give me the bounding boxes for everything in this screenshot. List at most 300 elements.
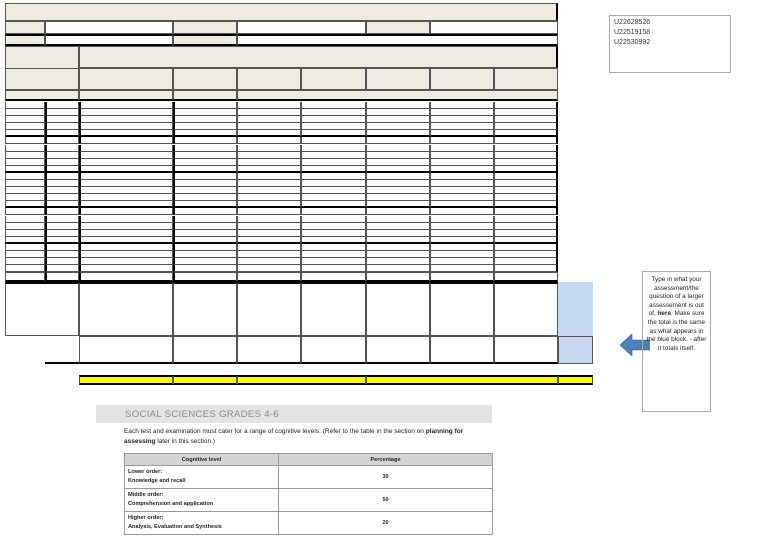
data-row-cell[interactable] [430,102,494,109]
data-row-cell[interactable] [366,208,430,215]
data-row-cell[interactable] [494,244,558,251]
data-row-cell[interactable] [79,194,173,201]
total-blue-cell[interactable] [558,336,593,364]
data-row-cell[interactable] [494,272,558,282]
data-row-cell[interactable] [301,194,366,201]
table-row [125,489,493,512]
info-cell[interactable] [237,21,366,34]
data-row-cell[interactable] [237,152,301,159]
data-row-cell[interactable] [430,137,494,144]
data-row-cell[interactable] [45,152,79,159]
data-row-cell[interactable] [366,216,430,223]
document-intro-start: Each test and examination must cater for a range of cognitive levels. (Refer to the table in the section on [124,428,424,435]
data-row-cell[interactable] [5,187,45,194]
marks-cell[interactable] [237,336,301,364]
data-row-cell[interactable] [5,145,45,152]
info-cell[interactable] [173,34,237,46]
data-row-cell[interactable] [494,173,558,180]
data-row-cell[interactable] [79,230,173,237]
data-row-cell[interactable] [301,180,366,187]
data-row-cell[interactable] [45,208,79,215]
data-row-cell[interactable] [45,272,79,282]
data-row-cell[interactable] [301,201,366,208]
data-row-cell[interactable] [301,208,366,215]
data-row-cell[interactable] [5,230,45,237]
data-row-cell[interactable] [366,152,430,159]
data-row-cell[interactable] [430,130,494,137]
data-row-cell[interactable] [237,251,301,258]
data-row-cell[interactable] [301,216,366,223]
data-row-cell[interactable] [366,145,430,152]
data-row-cell[interactable] [237,180,301,187]
data-row-cell[interactable] [45,145,79,152]
data-row-cell[interactable] [173,208,237,215]
data-row-cell[interactable] [45,123,79,130]
summary-cell[interactable] [79,282,173,336]
document-heading: SOCIAL SCIENCES GRADES 4-6 [125,409,280,420]
data-row-cell[interactable] [45,159,79,166]
data-row-cell[interactable] [79,201,173,208]
marks-cell[interactable] [79,336,173,364]
data-row-cell[interactable] [430,187,494,194]
header-cell[interactable] [366,68,430,90]
level-name: Higher order: [128,515,164,521]
data-row-cell[interactable] [430,109,494,116]
cognitive-level-table [124,453,493,535]
data-row-cell[interactable] [430,166,494,173]
data-row-cell[interactable] [5,109,45,116]
header-cell[interactable] [79,68,173,90]
column-header-level: Cognitive level [125,454,279,466]
data-row-cell[interactable] [301,145,366,152]
data-row-cell[interactable] [5,152,45,159]
data-row-cell[interactable] [237,265,301,272]
data-row-cell[interactable] [45,130,79,137]
data-row-cell[interactable] [5,251,45,258]
data-row-cell[interactable] [5,130,45,137]
level-detail: Comprehension and application [128,501,214,507]
data-row-cell[interactable] [237,194,301,201]
data-row-cell[interactable] [494,130,558,137]
data-row-cell[interactable] [173,187,237,194]
data-row-cell[interactable] [173,272,237,282]
data-row-cell[interactable] [301,173,366,180]
data-row-cell[interactable] [366,265,430,272]
header-cell[interactable] [173,68,237,90]
header-cell[interactable] [173,90,237,101]
data-row-cell[interactable] [45,251,79,258]
data-row-cell[interactable] [173,130,237,137]
data-row-cell[interactable] [430,208,494,215]
data-row-cell[interactable] [430,194,494,201]
data-row-cell[interactable] [45,244,79,251]
percentage-cell: 20 [279,512,493,535]
student-id-3: U22530992 [614,39,651,46]
data-row-cell[interactable] [366,180,430,187]
data-row-cell[interactable] [79,109,173,116]
info-cell[interactable] [45,21,173,34]
data-row-cell[interactable] [173,159,237,166]
data-row-cell[interactable] [366,159,430,166]
level-detail: Analysis, Evaluation and Synthesis [128,524,222,530]
summary-cell[interactable] [5,282,79,336]
data-row-cell[interactable] [366,201,430,208]
data-row-cell[interactable] [494,102,558,109]
percentage-cell: 30 [279,466,493,489]
data-row-cell[interactable] [173,137,237,144]
data-row-cell[interactable] [430,258,494,265]
level-cell [125,466,279,489]
info-cell[interactable] [45,34,173,46]
data-row-cell[interactable] [45,137,79,144]
info-cell[interactable] [5,34,45,46]
data-row-cell[interactable] [79,130,173,137]
marks-cell[interactable] [301,336,366,364]
data-row-cell[interactable] [173,244,237,251]
data-row-cell[interactable] [45,201,79,208]
data-row-cell[interactable] [494,159,558,166]
data-row-cell[interactable] [237,102,301,109]
data-row-cell[interactable] [494,137,558,144]
data-row-cell[interactable] [494,123,558,130]
data-row-cell[interactable] [79,102,173,109]
data-row-cell[interactable] [494,201,558,208]
data-row-cell[interactable] [237,187,301,194]
instruction-text-start: Type in what your assessment/the question of a larger assessement is out of, [648,276,704,318]
data-row-cell[interactable] [366,137,430,144]
data-row-cell[interactable] [237,109,301,116]
data-row-cell[interactable] [430,216,494,223]
data-row-cell[interactable] [45,216,79,223]
data-row-cell[interactable] [494,223,558,230]
data-row-cell[interactable] [5,123,45,130]
data-row-cell[interactable] [45,109,79,116]
data-row-cell[interactable] [366,116,430,123]
data-row-cell[interactable] [494,187,558,194]
data-row-cell[interactable] [430,116,494,123]
summary-cell[interactable] [430,282,494,336]
data-row-cell[interactable] [5,201,45,208]
data-row-cell[interactable] [173,102,237,109]
title-band[interactable] [5,3,558,21]
data-row-cell[interactable] [45,173,79,180]
data-row-cell[interactable] [45,166,79,173]
marks-cell[interactable] [366,336,430,364]
data-row-cell[interactable] [173,230,237,237]
data-row-cell[interactable] [237,173,301,180]
data-row-cell[interactable] [301,187,366,194]
data-row-cell[interactable] [494,145,558,152]
data-row-cell[interactable] [79,116,173,123]
data-row-cell[interactable] [45,102,79,109]
data-row-cell[interactable] [301,223,366,230]
instruction-note[interactable] [642,271,711,412]
data-row-cell[interactable] [5,173,45,180]
total-cell[interactable] [173,375,237,385]
data-row-cell[interactable] [430,244,494,251]
blue-block[interactable] [558,282,593,336]
info-cell[interactable] [430,21,558,34]
data-row-cell[interactable] [173,258,237,265]
summary-cell[interactable] [237,282,301,336]
data-row-cell[interactable] [494,237,558,244]
data-row-cell[interactable] [5,159,45,166]
data-row-cell[interactable] [173,145,237,152]
level-detail: Knowledge and recall [128,478,186,484]
data-row-cell[interactable] [301,230,366,237]
column-header-percentage: Percentage [279,454,493,466]
data-row-cell[interactable] [301,109,366,116]
data-row-cell[interactable] [494,265,558,272]
data-row-cell[interactable] [173,237,237,244]
data-row-cell[interactable] [45,258,79,265]
data-row-cell[interactable] [5,137,45,144]
data-row-cell[interactable] [5,116,45,123]
data-row-cell[interactable] [5,216,45,223]
data-row-cell[interactable] [79,166,173,173]
info-cell[interactable] [237,34,558,46]
summary-cell[interactable] [301,282,366,336]
data-row-cell[interactable] [173,173,237,180]
data-row-cell[interactable] [173,201,237,208]
level-name: Middle order: [128,492,164,498]
total-cell[interactable] [558,375,593,385]
data-row-cell[interactable] [79,180,173,187]
header-cell[interactable] [494,68,558,90]
data-row-cell[interactable] [494,258,558,265]
document-heading-bar [96,405,492,423]
data-row-cell[interactable] [173,216,237,223]
data-row-cell[interactable] [237,208,301,215]
data-row-cell[interactable] [366,237,430,244]
data-row-cell[interactable] [366,230,430,237]
document-intro [124,427,496,447]
data-row-cell[interactable] [5,166,45,173]
data-row-cell[interactable] [237,230,301,237]
data-row-cell[interactable] [79,244,173,251]
data-row-cell[interactable] [237,244,301,251]
rule-line[interactable] [45,362,79,364]
data-row-cell[interactable] [494,166,558,173]
data-row-cell[interactable] [79,123,173,130]
data-row-cell[interactable] [237,123,301,130]
data-row-cell[interactable] [366,173,430,180]
data-row-cell[interactable] [45,265,79,272]
marks-cell[interactable] [430,336,494,364]
data-row-cell[interactable] [237,237,301,244]
data-row-cell[interactable] [237,201,301,208]
total-cell[interactable] [366,375,558,385]
data-row-cell[interactable] [301,102,366,109]
data-row-cell[interactable] [430,159,494,166]
summary-cell[interactable] [494,282,558,336]
data-row-cell[interactable] [366,258,430,265]
data-row-cell[interactable] [301,237,366,244]
data-row-cell[interactable] [45,187,79,194]
data-row-cell[interactable] [430,173,494,180]
data-row-cell[interactable] [45,180,79,187]
data-row-cell[interactable] [301,159,366,166]
data-row-cell[interactable] [5,208,45,215]
data-row-cell[interactable] [366,109,430,116]
table-row [125,466,493,489]
data-row-cell[interactable] [173,166,237,173]
data-row-cell[interactable] [430,152,494,159]
data-row-cell[interactable] [237,130,301,137]
header-cell[interactable] [430,68,494,90]
data-row-cell[interactable] [430,230,494,237]
marks-cell[interactable] [494,336,558,364]
data-row-cell[interactable] [173,251,237,258]
data-row-cell[interactable] [45,223,79,230]
data-row-cell[interactable] [430,223,494,230]
data-row-cell[interactable] [79,187,173,194]
data-row-cell[interactable] [45,237,79,244]
header-cell[interactable] [5,68,79,90]
header-cell[interactable] [237,68,301,90]
data-row-cell[interactable] [366,130,430,137]
data-row-cell[interactable] [237,223,301,230]
marks-cell[interactable] [173,336,237,364]
data-row-cell[interactable] [79,152,173,159]
instruction-text-bold: here [657,310,671,318]
data-row-cell[interactable] [79,145,173,152]
data-row-cell[interactable] [301,123,366,130]
data-row-cell[interactable] [494,208,558,215]
data-row-cell[interactable] [494,216,558,223]
data-row-cell[interactable] [237,166,301,173]
data-row-cell[interactable] [366,102,430,109]
data-row-cell[interactable] [45,230,79,237]
data-row-cell[interactable] [301,130,366,137]
info-cell[interactable] [5,21,45,34]
data-row-cell[interactable] [430,251,494,258]
data-row-cell[interactable] [366,166,430,173]
data-row-cell[interactable] [79,173,173,180]
data-row-cell[interactable] [5,102,45,109]
data-row-cell[interactable] [5,237,45,244]
data-row-cell[interactable] [173,116,237,123]
data-row-cell[interactable] [237,258,301,265]
data-row-cell[interactable] [494,109,558,116]
data-row-cell[interactable] [5,244,45,251]
data-row-cell[interactable] [301,244,366,251]
data-row-cell[interactable] [301,251,366,258]
data-row-cell[interactable] [301,265,366,272]
data-row-cell[interactable] [366,123,430,130]
info-cell[interactable] [366,21,430,34]
data-row-cell[interactable] [494,116,558,123]
data-row-cell[interactable] [79,159,173,166]
data-row-cell[interactable] [366,272,430,282]
data-row-cell[interactable] [301,258,366,265]
data-row-cell[interactable] [494,194,558,201]
data-row-cell[interactable] [173,265,237,272]
data-row-cell[interactable] [79,237,173,244]
data-row-cell[interactable] [366,194,430,201]
data-row-cell[interactable] [494,152,558,159]
data-row-cell[interactable] [237,159,301,166]
header-cell[interactable] [5,46,79,68]
data-row-cell[interactable] [237,137,301,144]
data-row-cell[interactable] [366,223,430,230]
data-row-cell[interactable] [237,145,301,152]
data-row-cell[interactable] [79,137,173,144]
data-row-cell[interactable] [79,251,173,258]
data-row-cell[interactable] [301,272,366,282]
data-row-cell[interactable] [5,265,45,272]
data-row-cell[interactable] [79,265,173,272]
total-cell[interactable] [237,375,366,385]
data-row-cell[interactable] [301,137,366,144]
data-row-cell[interactable] [366,244,430,251]
table-header-row [125,454,493,466]
data-row-cell[interactable] [301,152,366,159]
data-row-cell[interactable] [494,251,558,258]
data-row-cell[interactable] [173,194,237,201]
data-row-cell[interactable] [45,116,79,123]
data-row-cell[interactable] [79,272,173,282]
header-cell[interactable] [79,46,558,68]
header-cell[interactable] [237,90,558,101]
data-row-cell[interactable] [301,116,366,123]
data-row-cell[interactable] [173,223,237,230]
student-id-note[interactable] [609,15,731,73]
table-row [125,512,493,535]
data-row-cell[interactable] [430,123,494,130]
header-cell[interactable] [5,90,79,101]
data-row-cell[interactable] [430,237,494,244]
data-row-cell[interactable] [430,145,494,152]
data-row-cell[interactable] [237,216,301,223]
data-row-cell[interactable] [430,272,494,282]
data-row-cell[interactable] [237,116,301,123]
data-row-cell[interactable] [79,258,173,265]
data-row-cell[interactable] [45,194,79,201]
level-cell [125,489,279,512]
data-row-cell[interactable] [79,216,173,223]
document-intro-end: later in this section.) [157,438,216,445]
data-row-cell[interactable] [173,180,237,187]
data-row-cell[interactable] [173,123,237,130]
summary-cell[interactable] [366,282,430,336]
data-row-cell[interactable] [79,208,173,215]
data-row-cell[interactable] [494,230,558,237]
data-row-cell[interactable] [5,258,45,265]
data-row-cell[interactable] [5,272,45,282]
data-row-cell[interactable] [5,194,45,201]
total-cell[interactable] [79,375,173,385]
data-row-cell[interactable] [494,180,558,187]
header-cell[interactable] [301,68,366,90]
info-cell[interactable] [173,21,237,34]
data-row-cell[interactable] [173,152,237,159]
data-row-cell[interactable] [430,201,494,208]
data-row-cell[interactable] [79,223,173,230]
data-row-cell[interactable] [5,223,45,230]
data-row-cell[interactable] [366,251,430,258]
level-cell [125,512,279,535]
data-row-cell[interactable] [237,272,301,282]
data-row-cell[interactable] [173,109,237,116]
data-row-cell[interactable] [5,180,45,187]
data-row-cell[interactable] [430,180,494,187]
data-row-cell[interactable] [366,187,430,194]
data-row-cell[interactable] [301,166,366,173]
data-row-cell[interactable] [430,265,494,272]
header-cell[interactable] [79,90,173,101]
summary-cell[interactable] [173,282,237,336]
